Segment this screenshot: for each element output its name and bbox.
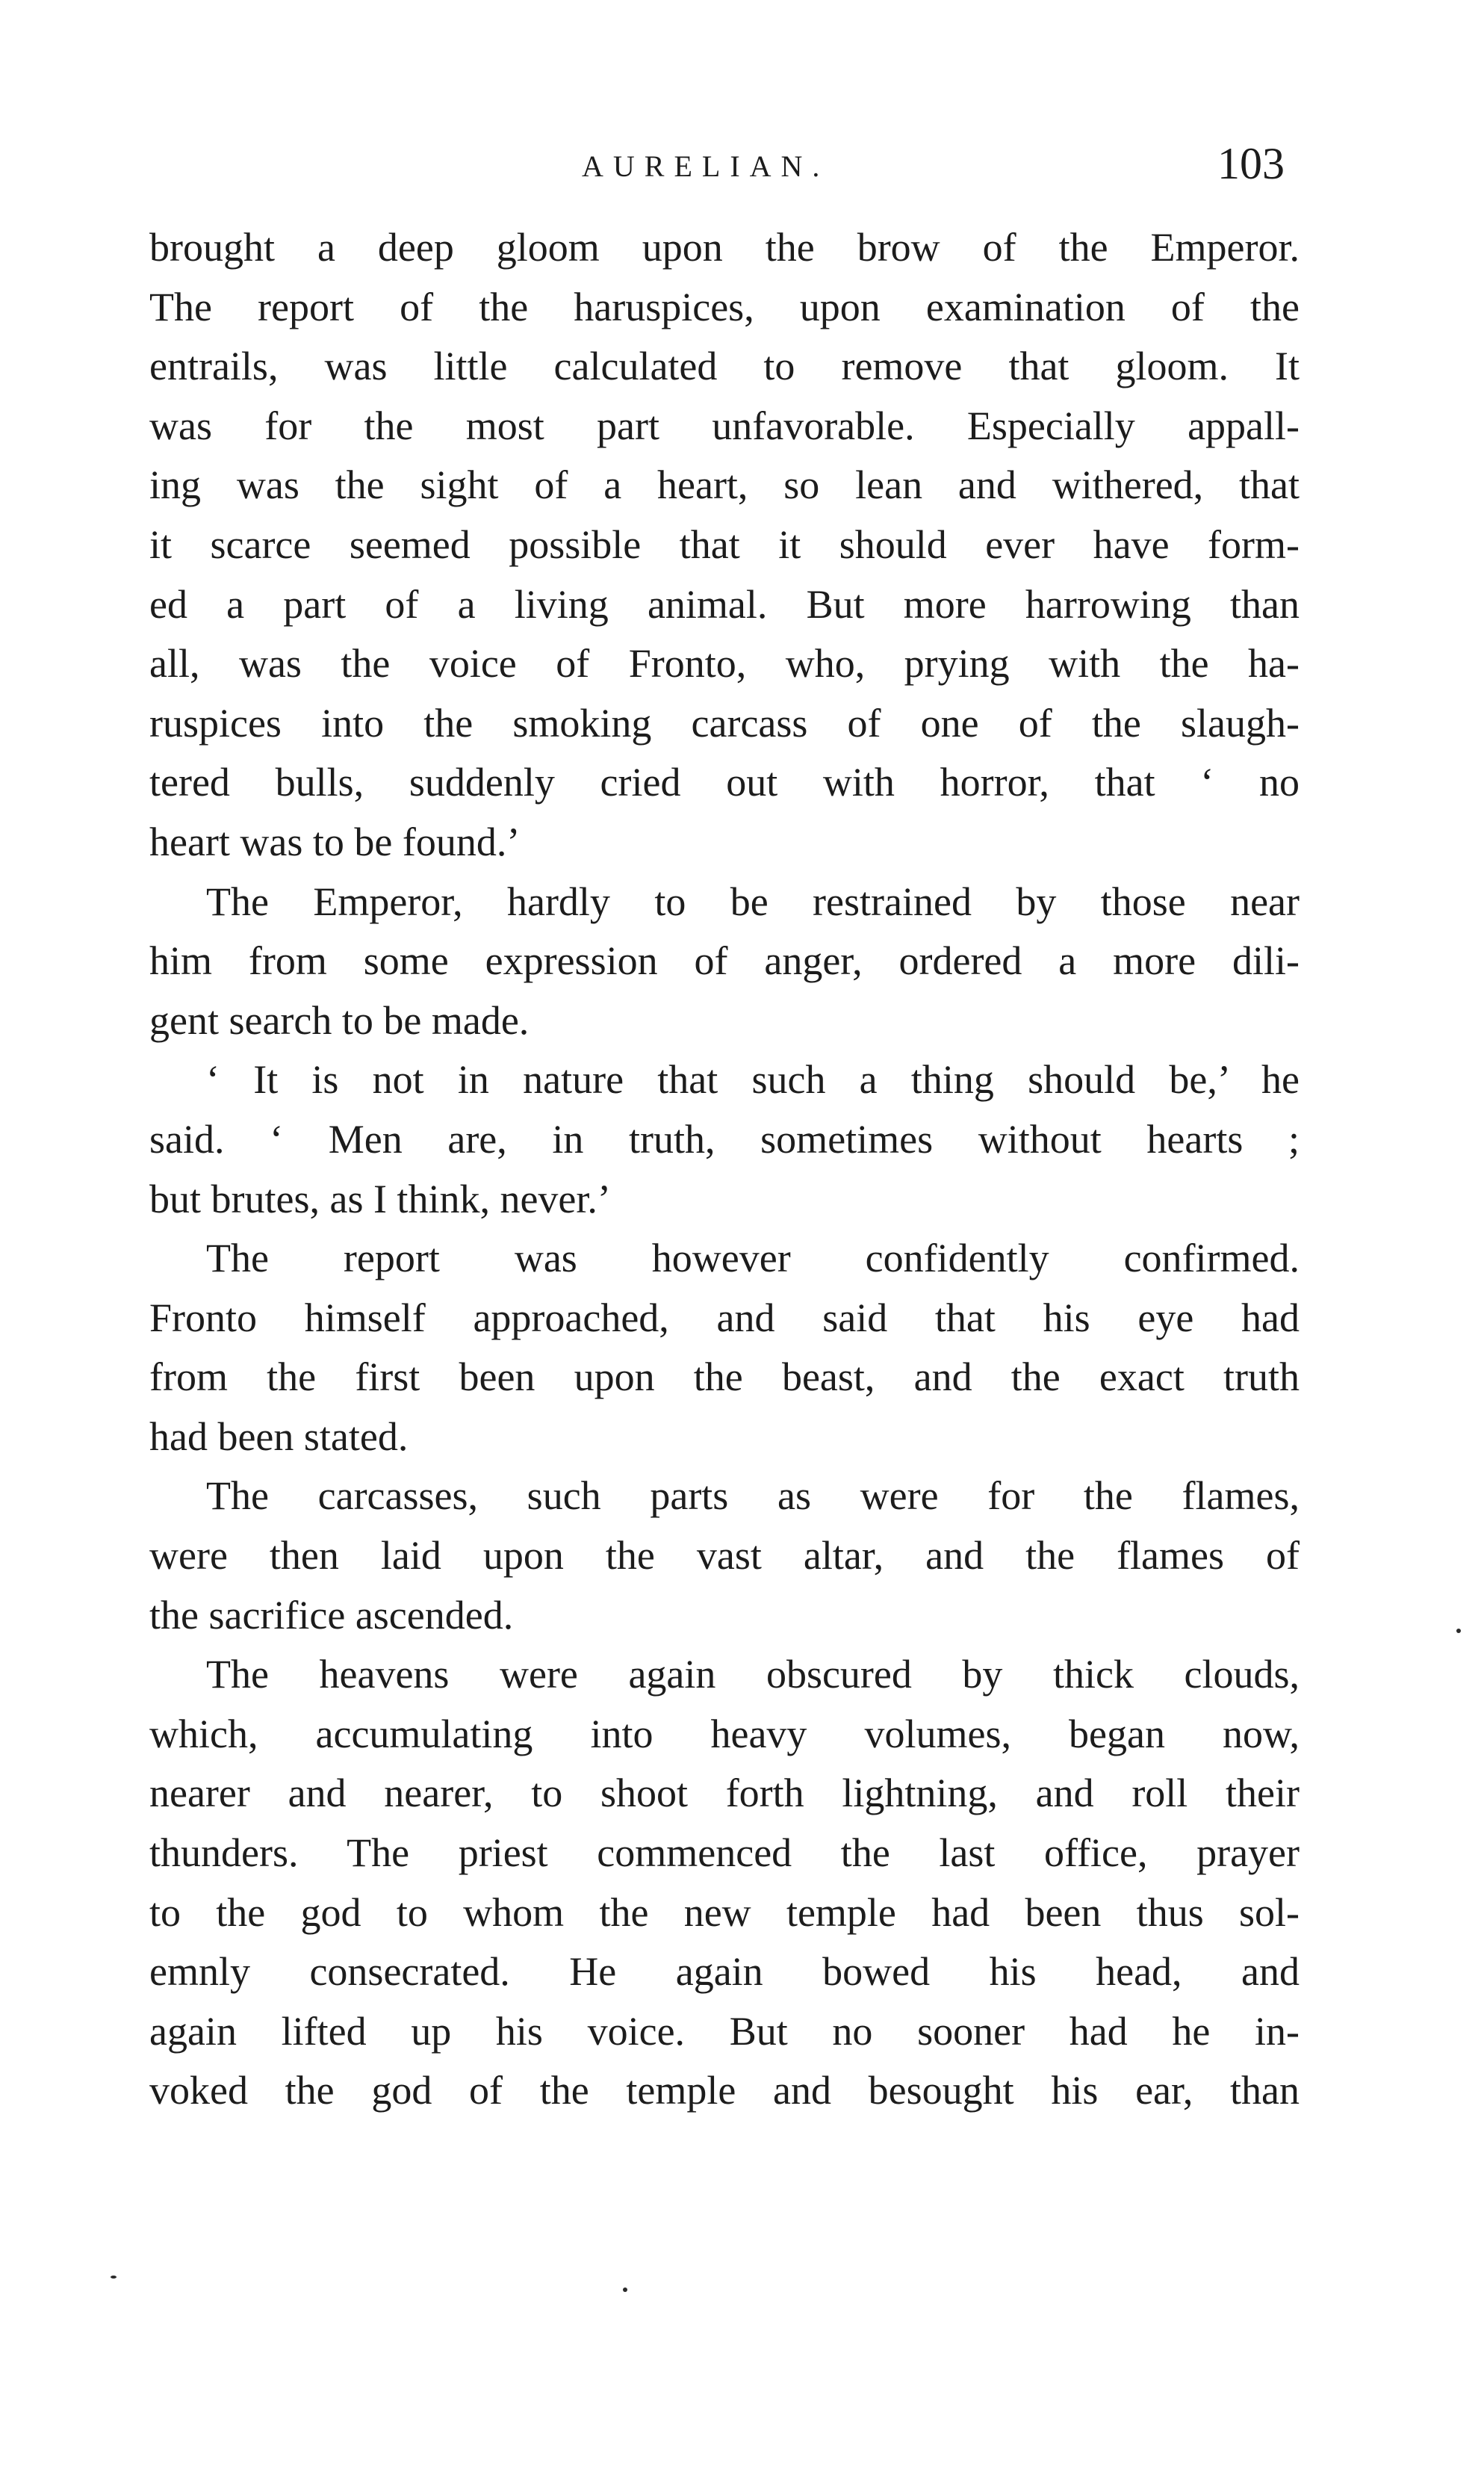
paragraph <box>149 873 1300 1051</box>
scan-speck <box>623 2287 627 2292</box>
text-line: gent search to be made. <box>149 997 530 1043</box>
text-line: voked the god of the temple and besought his ear, than <box>149 2068 1300 2113</box>
text-line: were then laid upon the vast altar, and the flames of <box>149 1533 1300 1579</box>
body-text <box>149 218 1300 2121</box>
text-line: heart was to be found.’ <box>149 819 521 864</box>
scan-speck <box>1456 1629 1461 1633</box>
page-number: 103 <box>1217 139 1285 188</box>
text-line: thunders. The priest commenced the last office, prayer <box>149 1830 1300 1876</box>
paragraph <box>149 1466 1300 1645</box>
running-head <box>0 138 1484 198</box>
text-line: said. ‘ Men are, in truth, sometimes without hearts ; <box>149 1116 1300 1162</box>
text-line: was for the most part unfavorable. Especially appall- <box>149 403 1300 448</box>
text-line: ruspices into the smoking carcass of one of the slaugh- <box>149 700 1300 746</box>
text-line: ‘ It is not in nature that such a thing should be,’ he <box>206 1057 1300 1103</box>
text-line: which, accumulating into heavy volumes, began now, <box>149 1711 1300 1756</box>
paragraph <box>149 1645 1300 2121</box>
text-line: The Emperor, hardly to be restrained by those near <box>206 879 1300 924</box>
paragraph <box>149 218 1300 873</box>
text-line: him from some expression of anger, ordered a more dili- <box>149 938 1300 984</box>
text-line: but brutes, as I think, never.’ <box>149 1176 611 1221</box>
text-line: tered bulls, suddenly cried out with horror, that ‘ no <box>149 760 1300 805</box>
text-line: The carcasses, such parts as were for the flames, <box>206 1473 1300 1519</box>
text-line: Fronto himself approached, and said that his eye had <box>149 1295 1300 1340</box>
text-line: it scarce seemed possible that it should ever have form- <box>149 521 1300 567</box>
text-line: the sacrifice ascended. <box>149 1592 514 1638</box>
paragraph <box>149 1229 1300 1466</box>
paragraph <box>149 1050 1300 1229</box>
text-line: had been stated. <box>149 1413 409 1459</box>
text-line: The report was however confidently confirmed. <box>206 1236 1300 1281</box>
text-line: emnly consecrated. He again bowed his head, and <box>149 1949 1300 1995</box>
text-line: again lifted up his voice. But no sooner had he in- <box>149 2008 1300 2054</box>
text-line: all, was the voice of Fronto, who, prying with the ha- <box>149 641 1300 687</box>
text-line: ed a part of a living animal. But more harrowing than <box>149 581 1300 627</box>
text-line: The report of the haruspices, upon examination of the <box>149 284 1300 329</box>
running-title: AURELIAN. <box>582 149 830 183</box>
text-line: to the god to whom the new temple had been thus sol- <box>149 1889 1300 1935</box>
text-line: from the first been upon the beast, and the exact truth <box>149 1354 1300 1400</box>
text-line: nearer and nearer, to shoot forth lightning, and roll their <box>149 1771 1300 1816</box>
text-line: brought a deep gloom upon the brow of the Emperor. <box>149 225 1300 270</box>
text-line: ing was the sight of a heart, so lean and withered, that <box>149 462 1300 508</box>
text-line: The heavens were again obscured by thick clouds, <box>206 1652 1300 1697</box>
scan-speck <box>111 2276 117 2279</box>
text-line: entrails, was little calculated to remove that gloom. It <box>149 344 1300 389</box>
